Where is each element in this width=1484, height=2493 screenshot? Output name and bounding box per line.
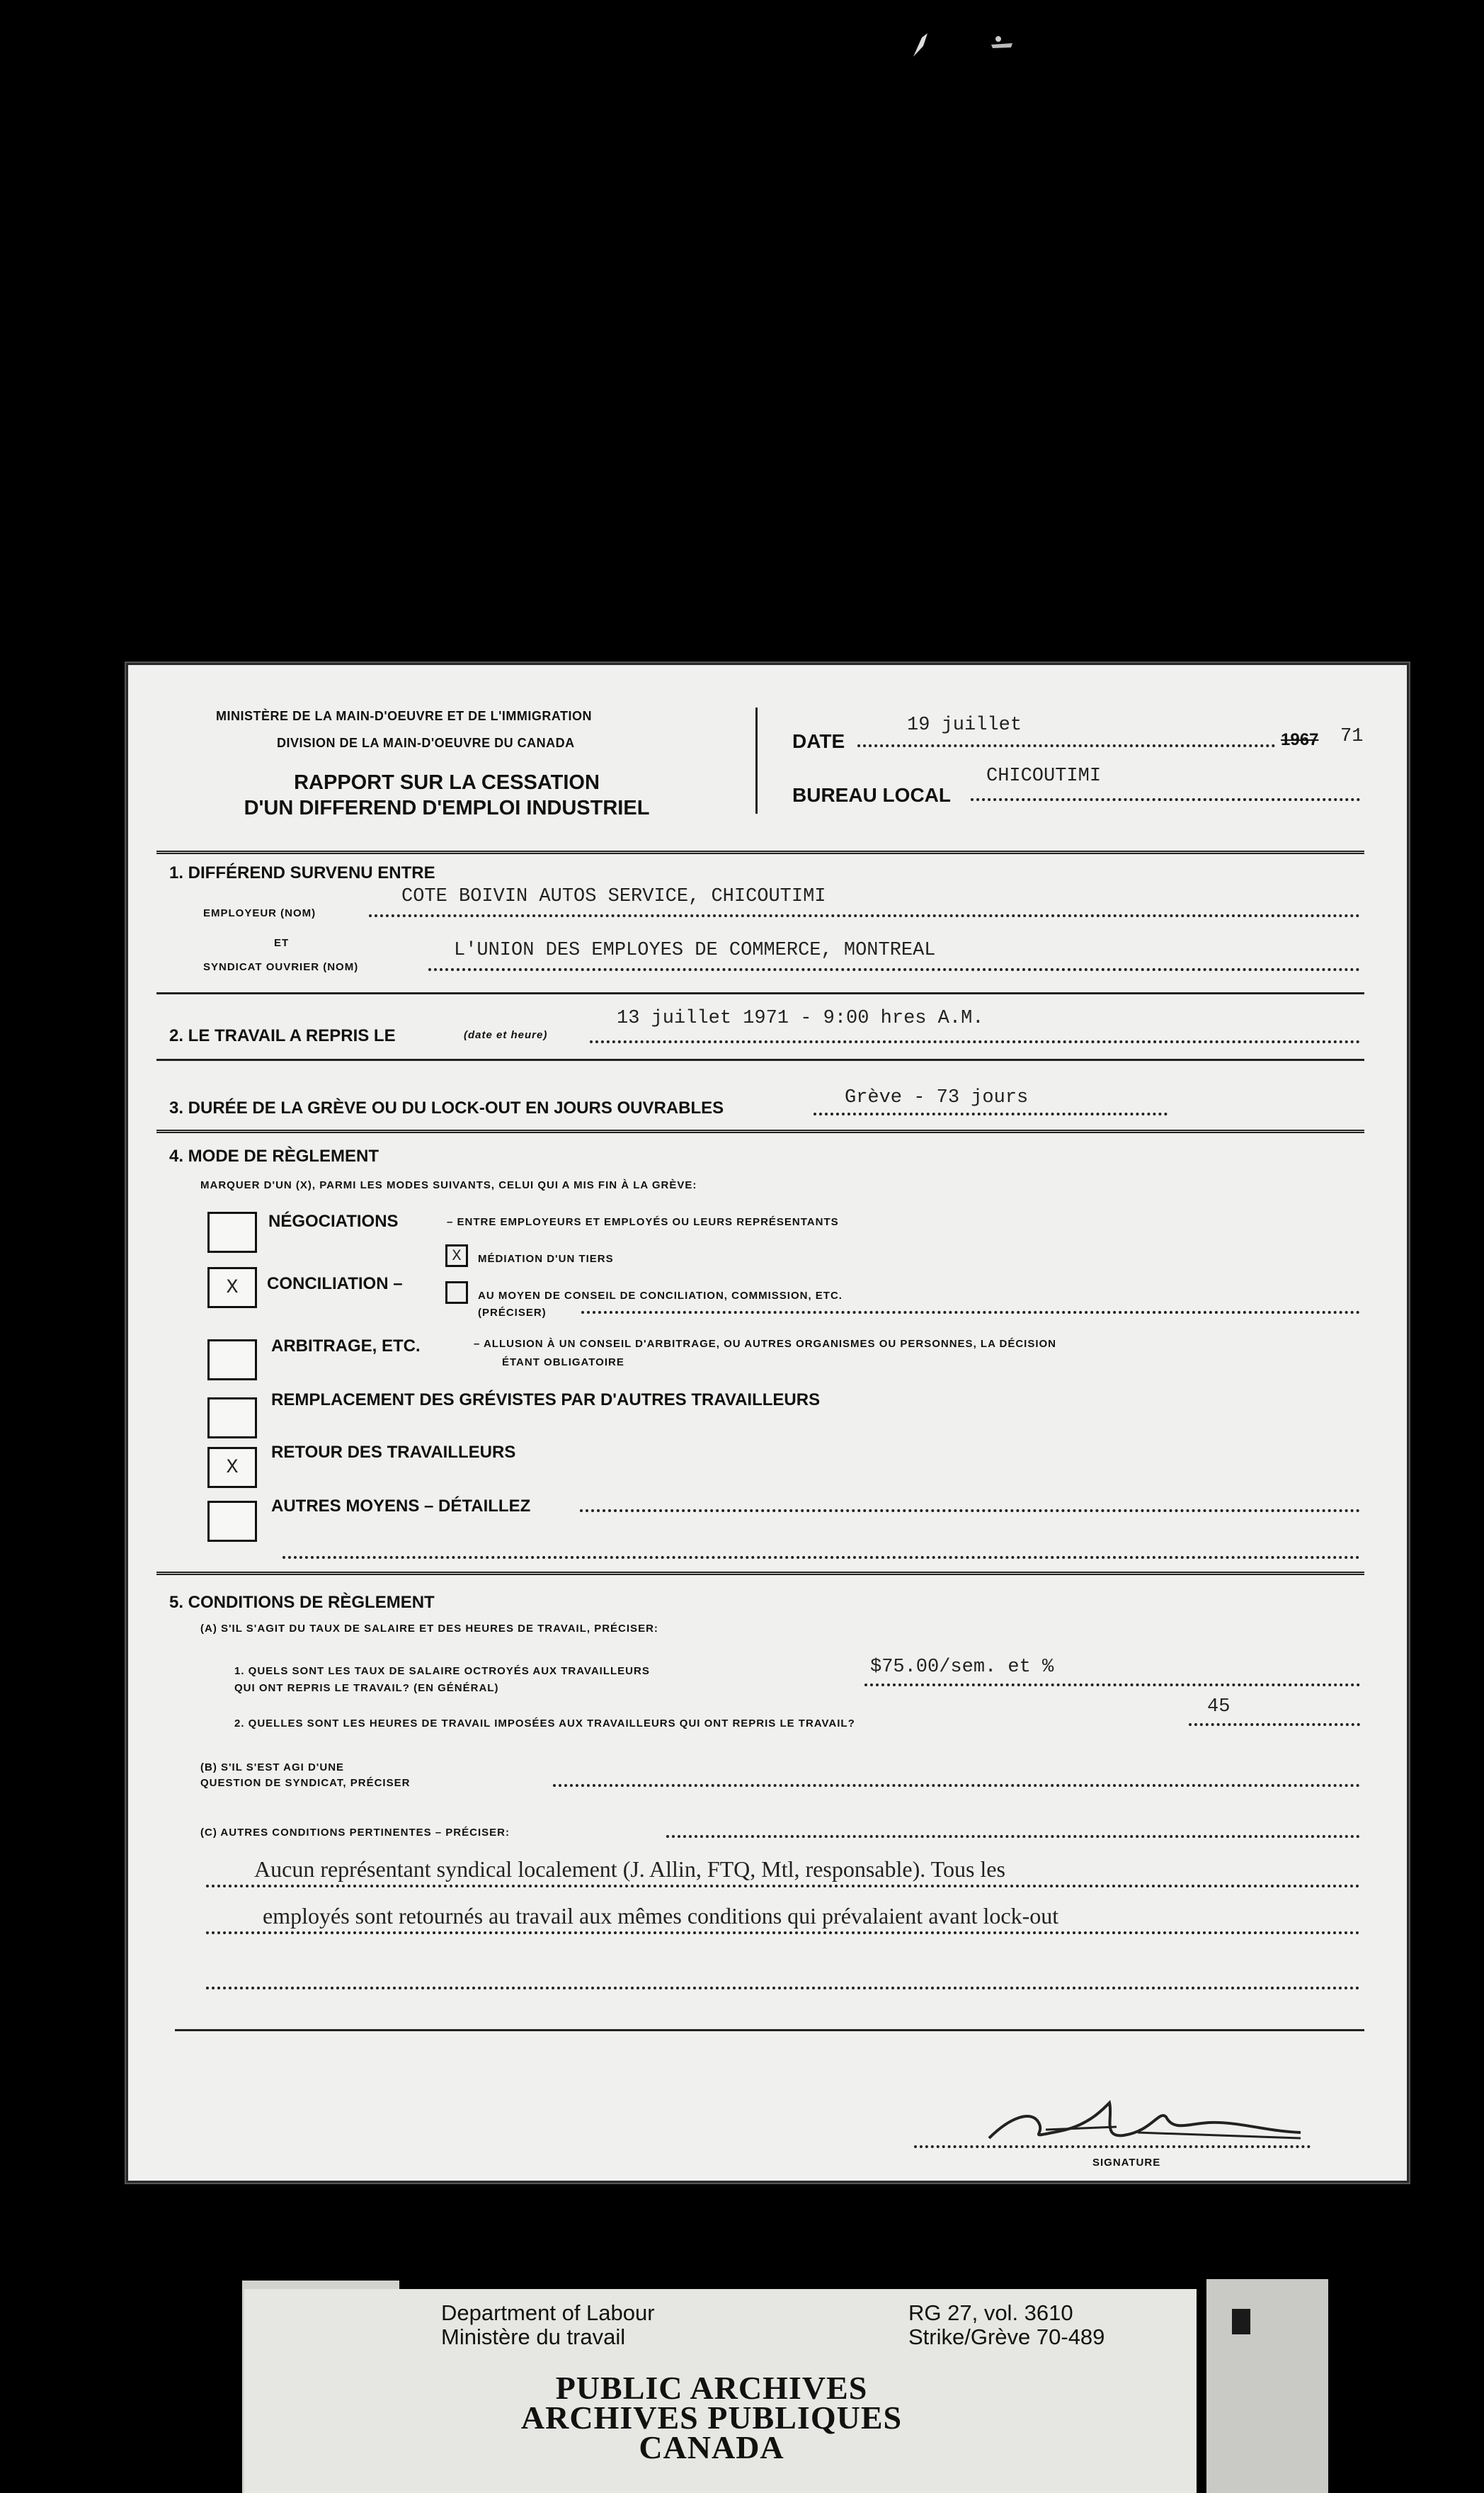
negociations-label: NÉGOCIATIONS xyxy=(268,1212,399,1231)
section1-heading: 1. DIFFÉREND SURVENU ENTRE xyxy=(169,863,435,882)
employer-value: COTE BOIVIN AUTOS SERVICE, CHICOUTIMI xyxy=(401,886,826,907)
remplacement-label: REMPLACEMENT DES GRÉVISTES PAR D'AUTRES TRAVAILLEURS xyxy=(271,1390,821,1409)
arbitrage-desc-line1: – ALLUSION À UN CONSEIL D'ARBITRAGE, OU AUTRES ORGANISMES OU PERSONNES, LA DÉCISION xyxy=(474,1338,1057,1350)
remplacement-checkbox[interactable] xyxy=(207,1397,257,1438)
form-title-line1: RAPPORT SUR LA CESSATION xyxy=(294,771,600,794)
section5-a-label: (A) S'IL S'AGIT DU TAUX DE SALAIRE ET DES HEURES DE TRAVAIL, PRÉCISER: xyxy=(200,1623,658,1635)
stamp-archives-publiques: ARCHIVES PUBLIQUES xyxy=(520,2400,903,2436)
conseil-checkbox[interactable] xyxy=(445,1281,468,1304)
header-divider xyxy=(755,708,758,814)
dept-french: Ministère du travail xyxy=(441,2324,626,2349)
strike-report-form xyxy=(126,663,1409,2183)
division-name: DIVISION DE LA MAIN-D'OEUVRE DU CANADA xyxy=(277,736,575,750)
section4-instruction: MARQUER D'UN (X), PARMI LES MODES SUIVANTS, CELUI QUI A MIS FIN À LA GRÈVE: xyxy=(200,1179,697,1191)
section4-heading: 4. MODE DE RÈGLEMENT xyxy=(169,1147,379,1166)
date-label: DATE xyxy=(792,730,845,752)
negociations-desc: – ENTRE EMPLOYEURS ET EMPLOYÉS OU LEURS REPRÉSENTANTS xyxy=(447,1216,839,1228)
section5-heading: 5. CONDITIONS DE RÈGLEMENT xyxy=(169,1593,435,1612)
strike-duration-value: Grève - 73 jours xyxy=(845,1087,1029,1108)
conseil-label-line2: (PRÉCISER) xyxy=(478,1307,547,1319)
archive-label xyxy=(244,2289,1197,2493)
strike-reference: Strike/Grève 70-489 xyxy=(908,2324,1105,2349)
signature-scrawl xyxy=(982,2089,1308,2152)
conciliation-label: CONCILIATION – xyxy=(267,1274,403,1293)
employer-label: EMPLOYEUR (NOM) xyxy=(203,907,316,919)
retour-label: RETOUR DES TRAVAILLEURS xyxy=(271,1443,516,1462)
section2-label-small: (date et heure) xyxy=(464,1029,548,1041)
archive-tab-right xyxy=(1206,2279,1328,2493)
stamp-canada: CANADA xyxy=(639,2429,784,2465)
et-label: ET xyxy=(274,937,290,949)
year-value: 71 xyxy=(1340,726,1364,747)
union-label: SYNDICAT OUVRIER (NOM) xyxy=(203,961,359,973)
work-resumed-value: 13 juillet 1971 - 9:00 hres A.M. xyxy=(617,1008,984,1029)
q1-label-line2: QUI ONT REPRIS LE TRAVAIL? (EN GÉNÉRAL) xyxy=(234,1682,499,1694)
negociations-checkbox[interactable] xyxy=(207,1212,257,1253)
printed-year: 1967 xyxy=(1281,730,1319,749)
q2-label: 2. QUELLES SONT LES HEURES DE TRAVAIL IMPOSÉES AUX TRAVAILLEURS QUI ONT REPRIS LE TRAVAIL? xyxy=(234,1717,855,1730)
arbitrage-checkbox[interactable] xyxy=(207,1339,257,1380)
c-text-line2: employés sont retournés au travail aux mêmes conditions qui prévalaient avant lock-out xyxy=(263,1903,1059,1929)
bureau-value: CHICOUTIMI xyxy=(986,766,1102,787)
union-value: L'UNION DES EMPLOYES DE COMMERCE, MONTREAL xyxy=(454,940,936,961)
arbitrage-label: ARBITRAGE, ETC. xyxy=(271,1336,421,1356)
q1-label-line1: 1. QUELS SONT LES TAUX DE SALAIRE OCTROYÉS AUX TRAVAILLEURS xyxy=(234,1665,650,1677)
autres-checkbox[interactable] xyxy=(207,1501,257,1542)
conseil-label-line1: AU MOYEN DE CONSEIL DE CONCILIATION, COMMISSION, ETC. xyxy=(478,1290,843,1302)
mediation-checkbox[interactable]: X xyxy=(445,1244,468,1267)
film-specks xyxy=(906,25,1076,67)
retour-checkbox[interactable]: X xyxy=(207,1447,257,1488)
form-title-line2: D'UN DIFFEREND D'EMPLOI INDUSTRIEL xyxy=(244,797,650,819)
b-label-line2: QUESTION DE SYNDICAT, PRÉCISER xyxy=(200,1777,411,1789)
b-label-line1: (B) S'IL S'EST AGI D'UNE xyxy=(200,1761,345,1773)
autres-label: AUTRES MOYENS – DÉTAILLEZ xyxy=(271,1497,531,1516)
archive-reference: RG 27, vol. 3610 xyxy=(908,2300,1073,2325)
date-value: 19 juillet xyxy=(907,715,1022,736)
c-label: (C) AUTRES CONDITIONS PERTINENTES – PRÉCISER: xyxy=(200,1827,510,1839)
work-hours-value: 45 xyxy=(1207,1696,1231,1717)
ministry-name: MINISTÈRE DE LA MAIN-D'OEUVRE ET DE L'IMMIGRATION xyxy=(216,709,593,723)
bureau-label: BUREAU LOCAL xyxy=(792,784,951,806)
dept-english: Department of Labour xyxy=(441,2300,655,2325)
arbitrage-desc-line2: ÉTANT OBLIGATOIRE xyxy=(502,1356,624,1368)
mediation-label: MÉDIATION D'UN TIERS xyxy=(478,1253,614,1265)
section2-label: 2. LE TRAVAIL A REPRIS LE xyxy=(169,1026,396,1045)
conciliation-checkbox[interactable]: X xyxy=(207,1267,257,1308)
signature-label: SIGNATURE xyxy=(1092,2157,1161,2169)
section3-label: 3. DURÉE DE LA GRÈVE OU DU LOCK-OUT EN JOURS OUVRABLES xyxy=(169,1098,724,1118)
wage-rate-value: $75.00/sem. et % xyxy=(870,1657,1054,1678)
stamp-public-archives: PUBLIC ARCHIVES xyxy=(555,2370,868,2406)
c-text-line1: Aucun représentant syndical localement (J. Allin, FTQ, Mtl, responsable). Tous les xyxy=(254,1856,1005,1882)
